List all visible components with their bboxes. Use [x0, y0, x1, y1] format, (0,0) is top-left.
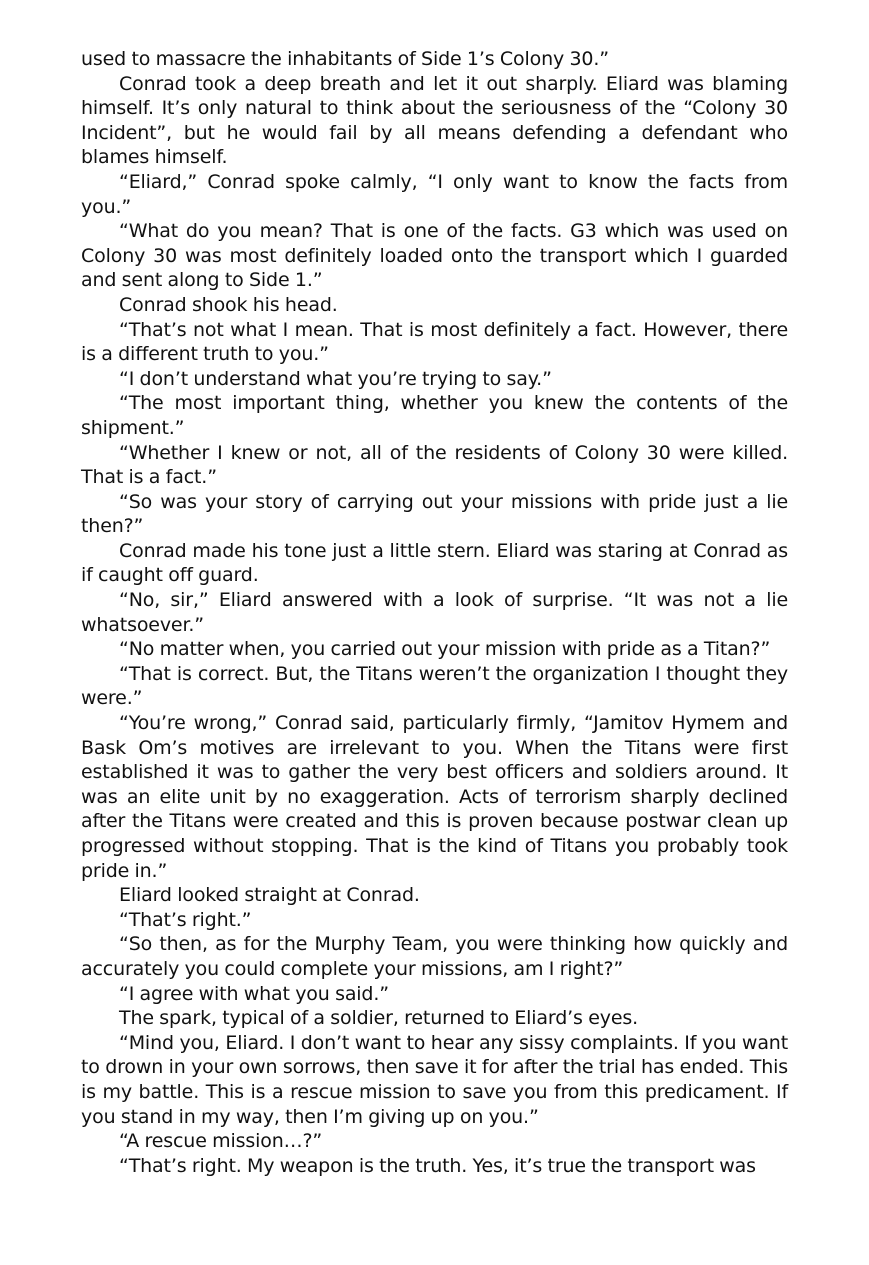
- paragraph-20: The spark, typical of a soldier, returned to Eliard’s eyes.: [119, 1007, 639, 1030]
- paragraph-22: “A rescue mission…?”: [119, 1130, 323, 1153]
- paragraph-12: “No, sir,” Eliard answered with a look of surprise. “It was not a lie whatsoever.”: [81, 589, 788, 636]
- paragraph-10: “So was your story of carrying out your missions with pride just a lie then?”: [81, 490, 788, 538]
- paragraph-5: Conrad shook his head.: [119, 293, 338, 316]
- paragraph-19: “I agree with what you said.”: [119, 982, 389, 1005]
- paragraph-8: “The most important thing, whether you knew the contents of the shipment.”: [81, 392, 788, 439]
- document-page: [81, 47, 788, 1178]
- paragraph-18: “So then, as for the Murphy Team, you were thinking how quickly and accurately you could complete your missions, am I right?”: [81, 933, 788, 980]
- paragraph-16: Eliard looked straight at Conrad.: [119, 884, 420, 907]
- paragraph-2: Conrad took a deep breath and let it out sharply. Eliard was blaming himself. It’s only natural to think about the seriousness of the “Colony 30 Incident”, but he would fail by all means defending a defendant who blames himself.: [81, 72, 788, 169]
- paragraph-1: used to massacre the inhabitants of Side 1’s Colony 30.”: [81, 48, 609, 70]
- paragraph-3: “Eliard,” Conrad spoke calmly, “I only want to know the facts from you.”: [81, 170, 788, 218]
- paragraph-7: “I don’t understand what you’re trying to say.”: [119, 367, 552, 390]
- paragraph-21: “Mind you, Eliard. I don’t want to hear any sissy complaints. If you want to drown in your own sorrows, then save it for after the trial has ended. This is my battle. This is a rescue mission to save you from this predicament. If you stand in my way, then I’m giving up on you.”: [81, 1031, 788, 1128]
- paragraph-17: “That’s right.”: [119, 908, 252, 931]
- paragraph-4: “What do you mean? That is one of the facts. G3 which was used on Colony 30 was most definitely loaded onto the transport which I guarded and sent along to Side 1.”: [81, 220, 788, 292]
- paragraph-13: “No matter when, you carried out your mission with pride as a Titan?”: [119, 638, 771, 661]
- paragraph-11: Conrad made his tone just a little stern. Eliard was staring at Conrad as if caught off guard.: [81, 539, 788, 587]
- paragraph-15: “You’re wrong,” Conrad said, particularly firmly, “Jamitov Hymem and Bask Om’s motives are irrelevant to you. When the Titans were first established it was to gather the very best officers and soldiers around. It was an elite unit by no exaggeration. Acts of terrorism sharply declined after the Titans were created and this is proven because postwar clean up progressed without stopping. That is the kind of Titans you probably took pride in.”: [81, 712, 788, 882]
- paragraph-9: “Whether I knew or not, all of the residents of Colony 30 were killed. That is a fact.”: [81, 441, 788, 489]
- paragraph-14: “That is correct. But, the Titans weren’t the organization I thought they were.”: [81, 662, 788, 710]
- paragraph-23: “That’s right. My weapon is the truth. Yes, it’s true the transport was: [119, 1154, 756, 1177]
- paragraph-6: “That’s not what I mean. That is most definitely a fact. However, there is a different truth to you.”: [81, 318, 788, 366]
